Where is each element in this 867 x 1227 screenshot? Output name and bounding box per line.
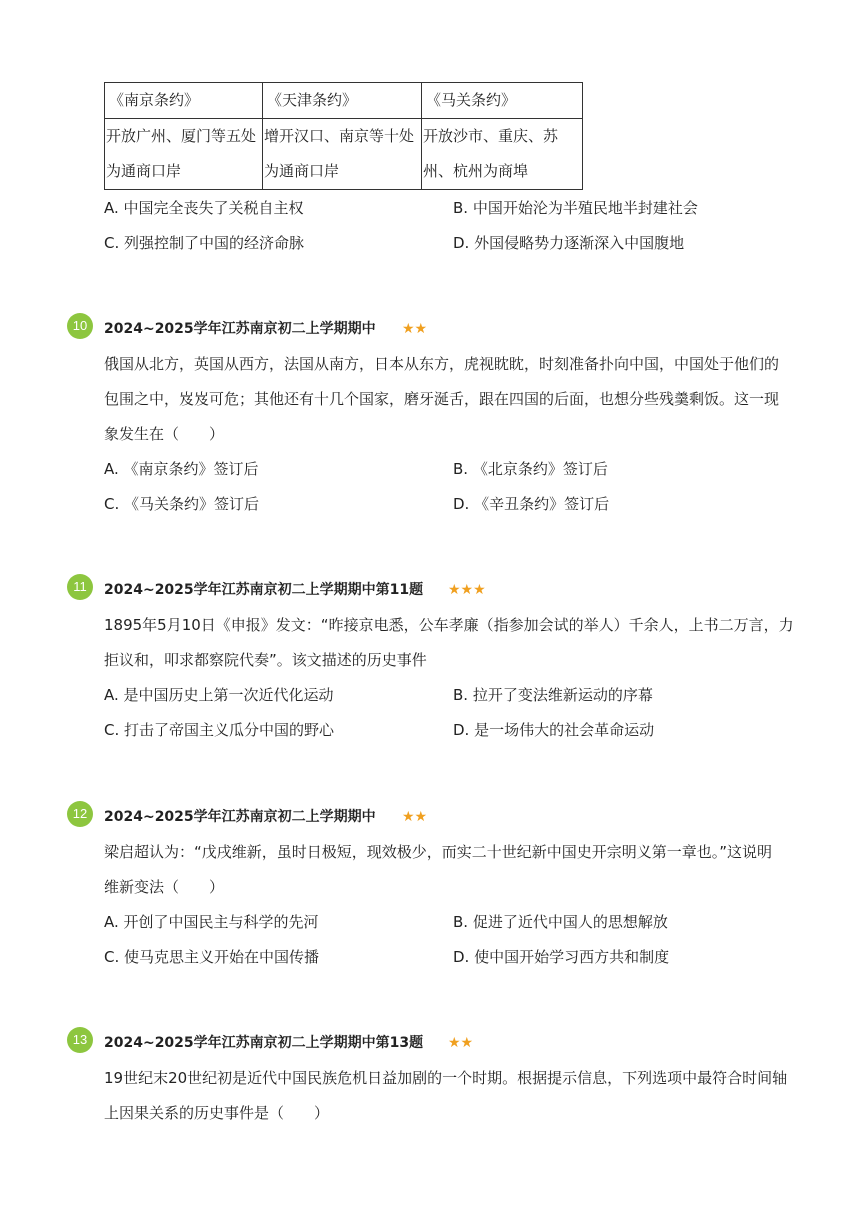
question-number-badge: 12 xyxy=(67,801,93,827)
q10-option-c[interactable]: C. 《马关条约》签订后 xyxy=(104,495,260,513)
table-cell xyxy=(105,119,263,190)
stem-line: 上因果关系的历史事件是（ ） xyxy=(104,1104,330,1122)
header-maguan: 《马关条约》 xyxy=(426,91,517,109)
table-row xyxy=(105,119,583,190)
q11-source: 2024~2025学年江苏南京初二上学期期中第11题 xyxy=(104,582,424,598)
header-tianjin: 《天津条约》 xyxy=(267,91,358,109)
header-nanjing: 《南京条约》 xyxy=(109,91,200,109)
question-number-badge: 11 xyxy=(67,574,93,600)
q12-option-b[interactable]: B. 促进了近代中国人的思想解放 xyxy=(453,913,668,931)
q12-stem xyxy=(104,835,810,905)
q11-option-a[interactable]: A. 是中国历史上第一次近代化运动 xyxy=(104,686,334,704)
q11-option-b[interactable]: B. 拉开了变法维新运动的序幕 xyxy=(453,686,653,704)
q9-option-a[interactable]: A. 中国完全丧失了关税自主权 xyxy=(104,199,304,217)
question-number-badge: 13 xyxy=(67,1027,93,1053)
cell-line: 开放沙市、重庆、苏 xyxy=(423,127,559,145)
treaty-table xyxy=(104,82,583,190)
q13-stem xyxy=(104,1061,810,1131)
table-header-cell xyxy=(105,83,263,119)
table-header-cell xyxy=(422,83,583,119)
stem-line: 包围之中，岌岌可危；其他还有十几个国家，磨牙涎舌，跟在四国的后面，也想分些残羹剩饭。这一现 xyxy=(104,390,780,408)
cell-line: 州、杭州为商埠 xyxy=(423,162,529,180)
cell-line: 为通商口岸 xyxy=(106,162,182,180)
q11-option-c[interactable]: C. 打击了帝国主义瓜分中国的野心 xyxy=(104,721,335,739)
q12-option-d[interactable]: D. 使中国开始学习西方共和制度 xyxy=(453,948,670,966)
q10-option-d[interactable]: D. 《辛丑条约》签订后 xyxy=(453,495,610,513)
q11-difficulty-stars: ★★★ xyxy=(448,582,486,598)
q13-source: 2024~2025学年江苏南京初二上学期期中第13题 xyxy=(104,1035,424,1051)
q9-option-b[interactable]: B. 中国开始沦为半殖民地半封建社会 xyxy=(453,199,698,217)
table-header-cell xyxy=(263,83,422,119)
stem-line: 俄国从北方，英国从西方，法国从南方，日本从东方，虎视眈眈，时刻准备扑向中国，中国处于他们的 xyxy=(104,355,780,373)
q10-option-b[interactable]: B. 《北京条约》签订后 xyxy=(453,460,608,478)
table-cell xyxy=(422,119,583,190)
q12-option-a[interactable]: A. 开创了中国民主与科学的先河 xyxy=(104,913,319,931)
stem-line: 梁启超认为：“戊戌维新，虽时日极短，现效极少，而实二十世纪新中国史开宗明义第一章也。”这说明 xyxy=(104,843,773,861)
stem-line: 象发生在（ ） xyxy=(104,425,225,443)
stem-line: 19世纪末20世纪初是近代中国民族危机日益加剧的一个时期。根据提示信息，下列选项中最符合时间轴 xyxy=(104,1069,788,1087)
q10-difficulty-stars: ★★ xyxy=(402,321,428,337)
question-number-badge: 10 xyxy=(67,313,93,339)
q9-option-c[interactable]: C. 列强控制了中国的经济命脉 xyxy=(104,234,305,252)
table-header-row xyxy=(105,83,583,119)
q10-source: 2024~2025学年江苏南京初二上学期期中 xyxy=(104,321,376,337)
q11-option-d[interactable]: D. 是一场伟大的社会革命运动 xyxy=(453,721,655,739)
q10-stem xyxy=(104,347,810,452)
q11-stem xyxy=(104,608,810,678)
q13-difficulty-stars: ★★ xyxy=(448,1035,474,1051)
cell-line: 开放广州、厦门等五处 xyxy=(106,127,257,145)
stem-line: 拒议和，叩求都察院代奏”。该文描述的历史事件 xyxy=(104,651,427,669)
q12-option-c[interactable]: C. 使马克思主义开始在中国传播 xyxy=(104,948,320,966)
q12-difficulty-stars: ★★ xyxy=(402,809,428,825)
q10-option-a[interactable]: A. 《南京条约》签订后 xyxy=(104,460,259,478)
cell-line: 为通商口岸 xyxy=(264,162,340,180)
stem-line: 1895年5月10日《申报》发文：“昨接京电悉，公车孝廉（指参加会试的举人）千余人，上书二万言，力 xyxy=(104,616,794,634)
q12-source: 2024~2025学年江苏南京初二上学期期中 xyxy=(104,809,376,825)
stem-line: 维新变法（ ） xyxy=(104,878,225,896)
table-cell xyxy=(263,119,422,190)
q9-option-d[interactable]: D. 外国侵略势力逐渐深入中国腹地 xyxy=(453,234,685,252)
cell-line: 增开汉口、南京等十处 xyxy=(264,127,415,145)
